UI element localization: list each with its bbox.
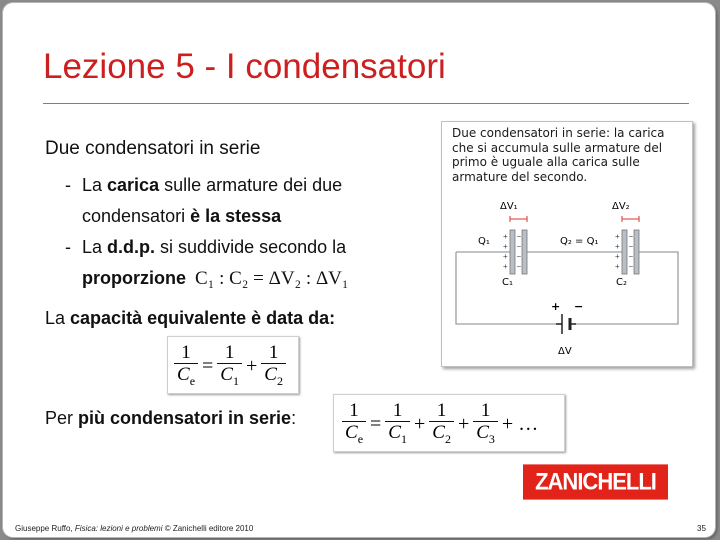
proportion-formula: C₁ : C₂ = ΔV₂ : ΔV₁ — [195, 268, 349, 289]
frac2-1-over-c2: $\frac{1}{C_2}$ — [429, 400, 454, 450]
figure-caption: Due condensatori in serie: la carica che si accumula sulle armature del primo è uguale alla carica sulle armature del secondo. — [452, 126, 665, 184]
plus-sign-3: + — [457, 413, 470, 436]
section-heading: Due condensatori in serie — [45, 138, 261, 159]
multi-text-post: : — [291, 408, 297, 428]
label-q2: Q₂ = Q₁ — [560, 236, 599, 247]
bullet-2-text-end: si suddivide secondo la — [155, 237, 347, 257]
bullet-1-line2-bold: è la stessa — [190, 206, 282, 226]
capacity-text-bold: capacità equivalente è data da: — [70, 308, 336, 328]
slide — [3, 3, 715, 537]
equation-n-capacitors — [333, 394, 565, 452]
svg-text:+: + — [615, 242, 620, 251]
footer-book-title: Fisica: lezioni e problemi — [74, 524, 163, 533]
bullet-1-bold: carica — [107, 175, 160, 195]
svg-text:+: + — [503, 232, 508, 241]
plus-sign: + — [245, 355, 258, 378]
capacity-text-pre: La — [45, 308, 71, 328]
svg-text:+: + — [615, 252, 620, 261]
zanichelli-logo: ZANICHELLI — [523, 464, 668, 499]
bullet-2-line-2 — [82, 268, 349, 290]
label-dv1: ΔV₁ — [500, 201, 518, 212]
label-plus: + — [551, 300, 561, 313]
svg-text:−: − — [516, 232, 522, 241]
ellipsis-term: + … — [501, 413, 539, 436]
footer-publisher: © Zanichelli editore 2010 — [162, 524, 254, 533]
multi-series-text — [45, 408, 296, 429]
footer-credit — [15, 524, 253, 533]
label-q1: Q₁ — [478, 236, 490, 247]
bullet-1-line2-text: condensatori — [82, 206, 191, 226]
svg-text:+: + — [503, 242, 508, 251]
frac2-1-over-c3: $\frac{1}{C_3}$ — [473, 400, 498, 450]
label-c2: C₂ — [616, 277, 627, 288]
frac-1-over-c1: $\frac{1}{C_1}$ — [217, 342, 242, 392]
svg-text:−: − — [628, 232, 634, 241]
bullet-1-line-2 — [82, 206, 281, 227]
title-divider — [43, 103, 689, 104]
label-dv2: ΔV₂ — [612, 201, 630, 212]
bullet-1-line-1 — [82, 175, 342, 196]
svg-text:+: + — [615, 232, 620, 241]
bullet-1-text: La — [82, 175, 108, 195]
svg-text:−: − — [628, 262, 634, 271]
svg-text:−: − — [516, 242, 522, 251]
equation-two-capacitors — [167, 336, 299, 394]
frac2-1-over-ce: $\frac{1}{C_e}$ — [342, 400, 366, 450]
svg-text:+: + — [615, 262, 620, 271]
label-dv: ΔV — [558, 346, 572, 357]
multi-text-pre: Per — [45, 408, 79, 428]
svg-text:−: − — [628, 252, 634, 261]
footer-author: Giuseppe Ruffo, — [15, 524, 75, 533]
svg-text:−: − — [628, 242, 634, 251]
plus-sign-2: + — [413, 413, 426, 436]
capacity-text — [45, 308, 335, 329]
frac-1-over-c2: $\frac{1}{C_2}$ — [261, 342, 286, 392]
bullet-1-text-end: sulle armature dei due — [159, 175, 343, 195]
bullet-2-line-1 — [82, 237, 346, 258]
circuit-figure — [441, 121, 693, 367]
svg-text:−: − — [516, 262, 522, 271]
frac2-1-over-c1: $\frac{1}{C_1}$ — [385, 400, 410, 450]
equals-sign: = — [202, 355, 214, 378]
bullet-2-line2-bold: proporzione — [82, 268, 186, 288]
page-number: 35 — [697, 524, 706, 533]
svg-text:+: + — [503, 252, 508, 261]
label-c1: C₁ — [502, 277, 513, 288]
label-minus: − — [574, 300, 584, 313]
slide-title: Lezione 5 - I condensatori — [43, 47, 446, 86]
multi-text-bold: più condensatori in serie — [78, 408, 292, 428]
frac-1-over-ce: $\frac{1}{C_e}$ — [174, 342, 198, 392]
svg-text:−: − — [516, 252, 522, 261]
equals-sign-2: = — [370, 413, 382, 436]
svg-text:+: + — [503, 262, 508, 271]
bullet-2-bold: d.d.p. — [107, 237, 156, 257]
bullet-dash-1: - — [65, 175, 71, 195]
bullet-2-text: La — [82, 237, 108, 257]
bullet-dash-2: - — [65, 237, 71, 257]
